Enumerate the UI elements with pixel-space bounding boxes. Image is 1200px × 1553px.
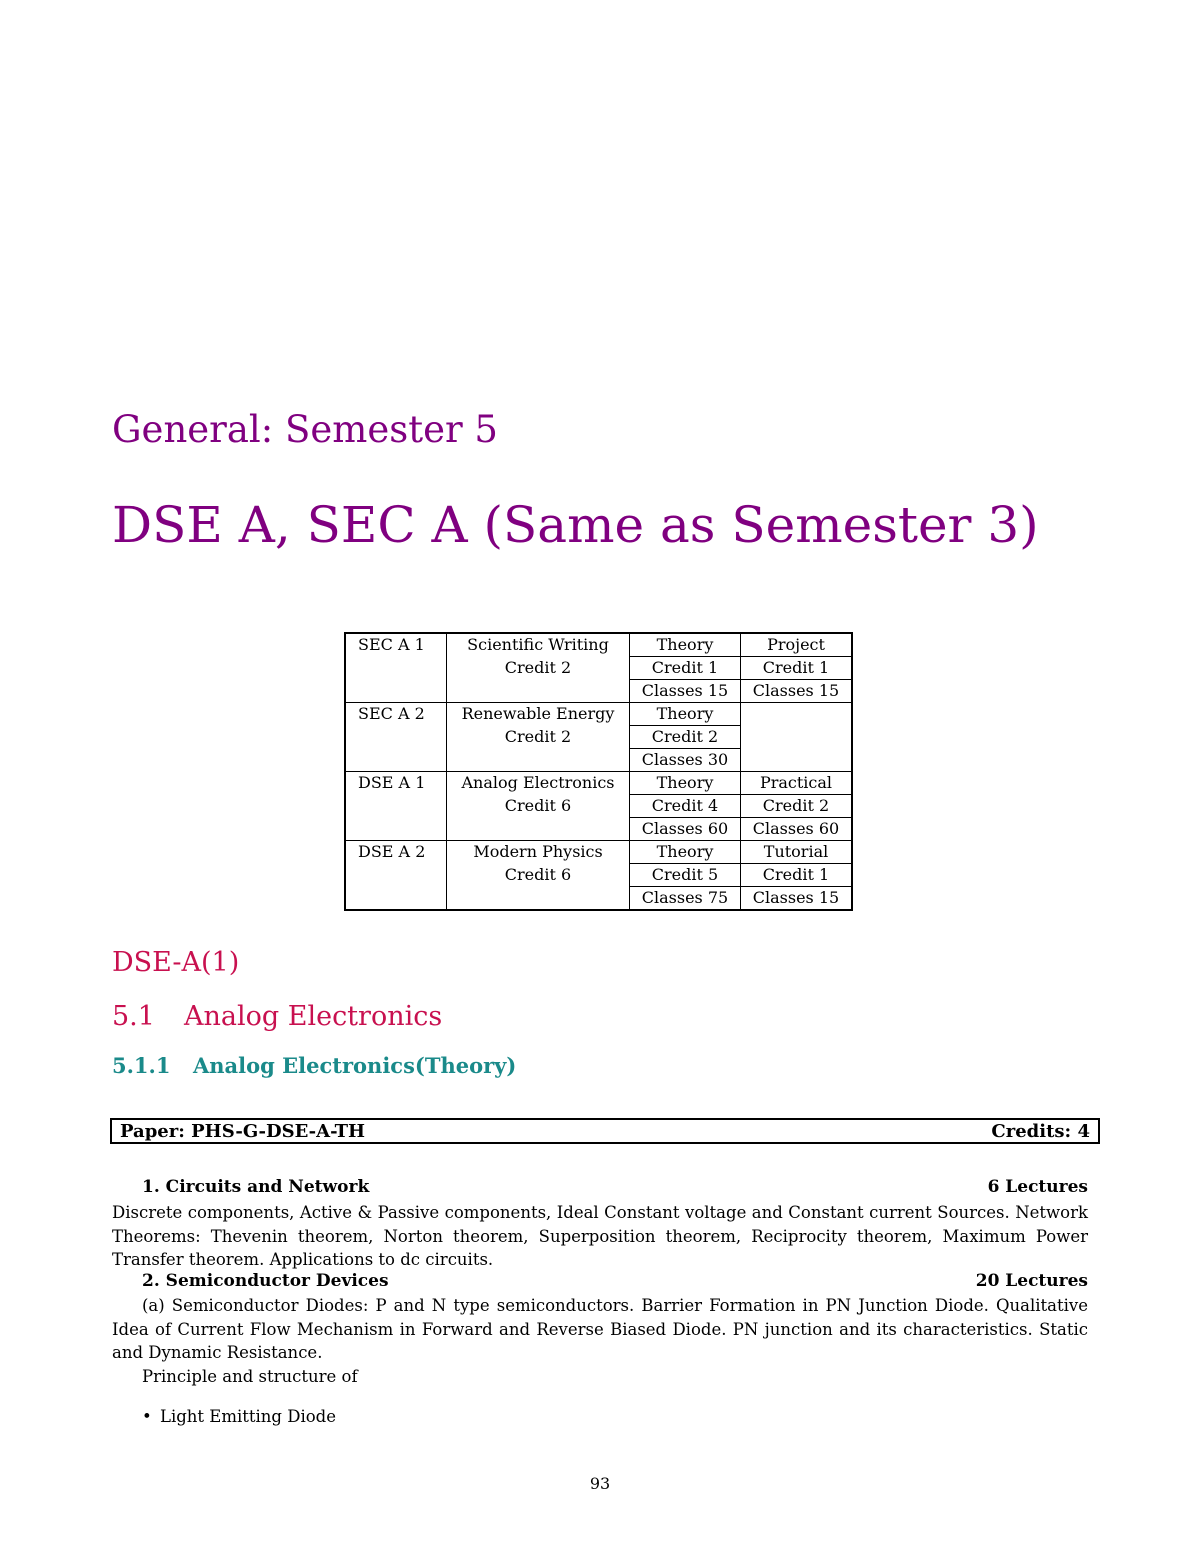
table-cell: SEC A 1 [345, 633, 447, 657]
part-title: General: Semester 5 [112, 408, 498, 451]
table-row [345, 633, 852, 657]
chapter-title: DSE A, SEC A (Same as Semester 3) [112, 496, 1039, 554]
table-cell: Classes 15 [630, 680, 741, 703]
paper-box [110, 1118, 1100, 1144]
table-cell [741, 703, 853, 726]
paper-label: Paper: PHS-G-DSE-A-TH [120, 1121, 365, 1142]
list-item-text: Light Emitting Diode [160, 1407, 337, 1426]
table-cell: Theory [630, 841, 741, 864]
table-cell: Theory [630, 633, 741, 657]
table-cell: Renewable Energy [447, 703, 630, 726]
table-cell: Tutorial [741, 841, 853, 864]
table-cell [345, 864, 447, 887]
topic-title: 2. Semiconductor Devices [142, 1271, 389, 1291]
table-row [345, 657, 852, 680]
table-cell: SEC A 2 [345, 703, 447, 726]
table-cell: Credit 1 [630, 657, 741, 680]
section-number: 5.1 [112, 1001, 155, 1032]
page-number: 93 [589, 1474, 611, 1493]
table-cell [741, 749, 853, 772]
table-cell: Credit 2 [741, 795, 853, 818]
table-cell [447, 818, 630, 841]
table-cell: Modern Physics [447, 841, 630, 864]
table-cell: Credit 4 [630, 795, 741, 818]
subsection-number: 5.1.1 [112, 1053, 171, 1078]
table-cell: Credit 5 [630, 864, 741, 887]
course-table [344, 632, 853, 911]
table-cell [741, 726, 853, 749]
bullet-symbol: • [142, 1407, 152, 1426]
table-cell: Classes 15 [741, 887, 853, 911]
table-cell: Credit 1 [741, 864, 853, 887]
table-row [345, 772, 852, 795]
table-cell: Theory [630, 703, 741, 726]
topic-lectures: 6 Lectures [987, 1177, 1088, 1197]
table-cell [345, 795, 447, 818]
topic-heading [142, 1177, 1088, 1197]
subsection-heading [112, 1053, 516, 1078]
table-cell: Classes 75 [630, 887, 741, 911]
table-cell [345, 657, 447, 680]
table-cell: Credit 6 [447, 795, 630, 818]
table-cell: Classes 60 [741, 818, 853, 841]
table-cell: Credit 6 [447, 864, 630, 887]
table-cell: Credit 1 [741, 657, 853, 680]
topic-lectures: 20 Lectures [975, 1271, 1088, 1291]
table-cell: DSE A 2 [345, 841, 447, 864]
topic-text-2: Principle and structure of [142, 1367, 358, 1386]
topic-text: (a) Semiconductor Diodes: P and N type semiconductors. Barrier Formation in PN Junction Diode. Qualitative Idea of Current Flow Mechanism in Forward and Reverse Biased Diode. PN junction and its characteristics. Static and Dynamic Resistance. [112, 1296, 1088, 1362]
topic-heading [142, 1271, 1088, 1291]
table-cell [345, 726, 447, 749]
subsection-title: Analog Electronics(Theory) [193, 1053, 517, 1078]
table-cell [447, 749, 630, 772]
topic-title: 1. Circuits and Network [142, 1177, 370, 1197]
paper-credits: Credits: 4 [991, 1121, 1090, 1142]
table-row [345, 841, 852, 864]
table-row [345, 795, 852, 818]
table-cell: Scientific Writing [447, 633, 630, 657]
table-cell: Practical [741, 772, 853, 795]
table-cell: Classes 15 [741, 680, 853, 703]
table-cell [345, 818, 447, 841]
section-title: Analog Electronics [184, 1001, 443, 1032]
table-cell: Theory [630, 772, 741, 795]
table-row [345, 749, 852, 772]
table-cell [345, 680, 447, 703]
table-cell: Credit 2 [630, 726, 741, 749]
table-cell: Classes 30 [630, 749, 741, 772]
dse-heading: DSE-A(1) [112, 947, 240, 978]
table-cell: Analog Electronics [447, 772, 630, 795]
table-cell [447, 680, 630, 703]
section-heading [112, 1001, 442, 1032]
table-cell [447, 887, 630, 911]
table-cell [345, 749, 447, 772]
table-cell: Project [741, 633, 853, 657]
table-row [345, 703, 852, 726]
table-row [345, 887, 852, 911]
topic-text: Discrete components, Active & Passive components, Ideal Constant voltage and Constant current Sources. Network Theorems: Thevenin theorem, Norton theorem, Superposition theorem, Reciprocity theorem, Maximum Power Transfer theorem. Applications to dc circuits. [112, 1203, 1088, 1269]
table-row [345, 864, 852, 887]
table-cell [345, 887, 447, 911]
table-cell: DSE A 1 [345, 772, 447, 795]
table-row [345, 818, 852, 841]
table-cell: Credit 2 [447, 726, 630, 749]
table-cell: Classes 60 [630, 818, 741, 841]
table-cell: Credit 2 [447, 657, 630, 680]
list-item [142, 1407, 336, 1426]
table-row [345, 680, 852, 703]
table-row [345, 726, 852, 749]
